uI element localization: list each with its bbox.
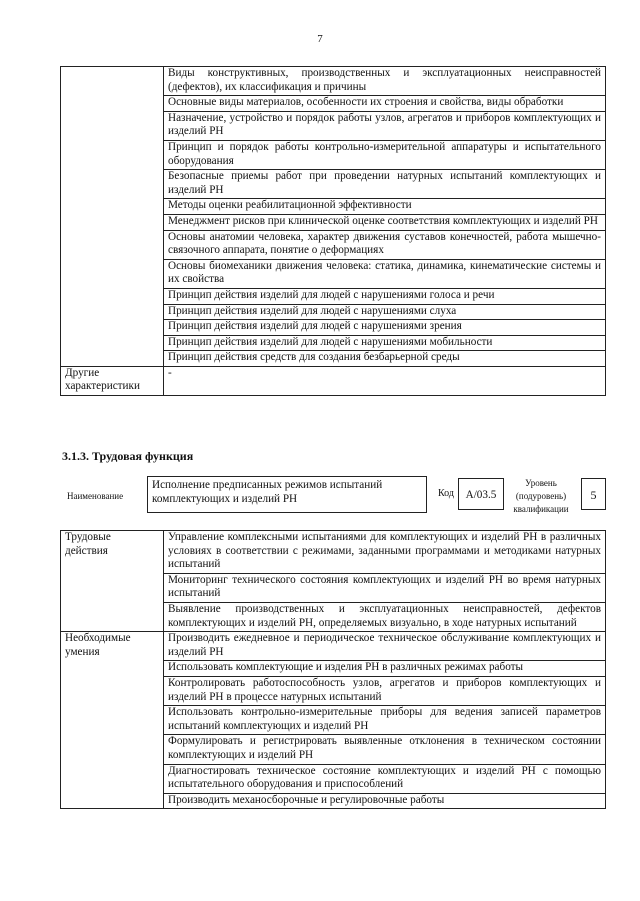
level-label-line2: (подуровень) (515, 491, 567, 501)
knowledge-item: Методы оценки реабилитационной эффективности (164, 199, 606, 215)
skills-label-line1: Необходимые (65, 632, 131, 645)
function-name: Исполнение предписанных режимов испытаний комплектующих и изделий РН (147, 476, 427, 513)
knowledge-label-cell (61, 67, 164, 367)
skill-item: Контролировать работоспособность узлов, агрегатов и приборов комплектующих и изделий РН в процессе натурных испытаний (164, 676, 606, 705)
table-row (61, 67, 606, 96)
skill-item: Производить ежедневное и периодическое техническое обслуживание комплектующих и изделий РН (164, 632, 606, 661)
section-title: 3.1.3. Трудовая функция (62, 449, 194, 463)
knowledge-item: Виды конструктивных, производственных и эксплуатационных неисправностей (дефектов), их классификация и причины (164, 67, 606, 96)
knowledge-item: Назначение, устройство и порядок работы узлов, агрегатов и приборов комплектующих и изделий РН (164, 111, 606, 140)
knowledge-item: Основные виды материалов, особенности их строения и свойства, виды обработки (164, 96, 606, 112)
other-characteristics-label-line1: Другие (65, 366, 100, 379)
skills-label (61, 632, 164, 809)
knowledge-item: Принцип и порядок работы контрольно-измерительной аппаратуры и испытательного оборудования (164, 140, 606, 169)
skills-label-line2: умения (65, 645, 100, 658)
table-row (61, 632, 606, 661)
knowledge-item: Менеджмент рисков при клинической оценке соответствия комплектующих и изделий РН (164, 214, 606, 230)
skill-item: Производить механосборочные и регулировочные работы (164, 793, 606, 809)
skill-item: Диагностировать техническое состояние комплектующих и изделий РН с помощью испытательного оборудования и приспособлений (164, 764, 606, 793)
code-label: Код (438, 488, 454, 499)
knowledge-item: Основы биомеханики движения человека: статика, динамика, кинематические системы и их свойства (164, 259, 606, 288)
function-table (60, 530, 606, 809)
other-characteristics-value: - (164, 366, 606, 395)
other-characteristics-label (61, 366, 164, 395)
other-characteristics-label-line2: характеристики (65, 380, 140, 393)
knowledge-table (60, 66, 606, 396)
labor-action-item: Мониторинг технического состояния комплектующих и изделий РН во время натурных испытаний (164, 573, 606, 602)
level-label-line3: квалификации (513, 504, 569, 514)
skill-item: Использовать комплектующие и изделия РН в различных режимах работы (164, 661, 606, 677)
labor-action-item: Управление комплексными испытаниями для комплектующих и изделий РН в различных условиях в соответствии с режимами, заданными программами и методиками натурных испытаний (164, 531, 606, 574)
skill-item: Формулировать и регистрировать выявленные отклонения в техническом состоянии комплектующих и изделий РН (164, 735, 606, 764)
name-label: Наименование (67, 491, 124, 501)
labor-actions-label-line2: действия (65, 544, 108, 557)
knowledge-item: Принцип действия средств для создания безбарьерной среды (164, 351, 606, 367)
level-label (506, 477, 576, 516)
labor-actions-label-line1: Трудовые (65, 531, 111, 543)
labor-action-item: Выявление производственных и эксплуатационных неисправностей, дефектов комплектующих и изделий РН, определяемых визуально, в ходе натурных испытаний (164, 602, 606, 631)
knowledge-item: Принцип действия изделий для людей с нарушениями мобильности (164, 335, 606, 351)
table-row (61, 366, 606, 395)
knowledge-item: Основы анатомии человека, характер движения суставов конечностей, работа мышечно-связочного аппарата, понятие о деформациях (164, 230, 606, 259)
qualification-level: 5 (581, 478, 606, 510)
knowledge-item: Безопасные приемы работ при проведении натурных испытаний комплектующих и изделий РН (164, 170, 606, 199)
knowledge-item: Принцип действия изделий для людей с нарушениями слуха (164, 304, 606, 320)
knowledge-item: Принцип действия изделий для людей с нарушениями голоса и речи (164, 288, 606, 304)
table-row (61, 531, 606, 574)
page-number: 7 (317, 33, 323, 45)
skill-item: Использовать контрольно-измерительные приборы для ведения записей параметров испытаний комплектующих и изделий РН (164, 706, 606, 735)
knowledge-item: Принцип действия изделий для людей с нарушениями зрения (164, 320, 606, 336)
function-code: А/03.5 (458, 478, 504, 510)
labor-actions-label (61, 531, 164, 632)
level-label-line1: Уровень (525, 478, 557, 488)
